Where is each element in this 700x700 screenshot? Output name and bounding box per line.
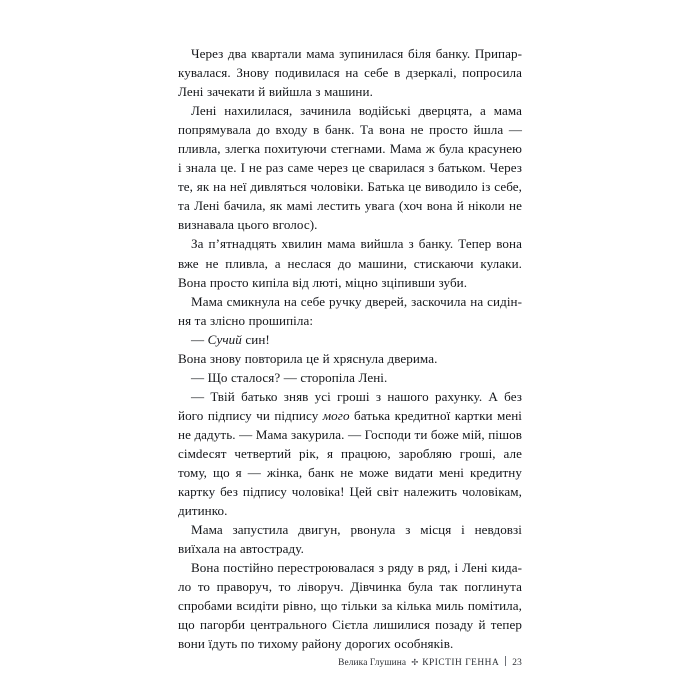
paragraph: — Що сталося? — сторопіла Лені. [191,369,388,385]
paragraph: Лені нахилилася, зачинила водійські дверцята, а мама попрямувала до входу в банк. Та вона не просто йшла — пливла, злегка похитуючи стегнами. Мама ж була красунею і знала це. І не раз саме через це сварилася з батьком. Через те, як на неї дивляться чоловіки. Батька це виводило із себе, та Лені бачила, як мамі лестить увага (хоч вона й ніколи не визнавала цього вголос). [178,103,522,233]
paragraph: — Твій батько зняв усі гроші з нашого рахунку. А без його підпису чи підпису мого батька кредитної картки мені не дадуть. — Мама закурила. — Господи ти боже мій, пішов сімdесят четвертий рік, я працюю, заробляю гроші, але тому, що я — жінка, банк не може видати мені кредитну картку без підпису чоловіка! Цей світ належить чоловікам, дитинко. [178,388,522,519]
footer-book-title: Велика Глушина [338,658,407,668]
fleuron-ornament-icon: ✢ [411,657,419,667]
paragraph: Мама смикнула на себе ручку дверей, заскочила на сидіння та злісно прошипіла: [178,293,522,328]
emphasis-text: Сучий [207,331,242,347]
paragraph: За п’ятнадцять хвилин мама вийшла з банку. Тепер вона вже не пливла, а неслася до машини, стискаючи кулаки. Вона просто кипіла від люті, міцно зціпивши зуби. [178,236,522,290]
footer-divider [505,656,506,666]
paragraph: Вона постійно перестроювалася з ряду в ряд, і Лені кидало то праворуч, то ліворуч. Дівчинка була так поглинута спробами всидіти рівно, що тільки за кілька миль помітила, що пагорби центрального Сієтла лишилися позаду й тепер вони їдуть по тихому району дорогих особняків. [178,560,522,652]
footer-author-name: КРІСТІН ГЕННА [422,658,500,668]
paragraph: Мама запустила двигун, рвонула з місця і невдовзі виїхала на автостраду. [178,522,522,557]
paragraph: — Сучий син! [191,331,270,347]
running-footer [178,655,522,670]
page-number: 23 [512,658,522,668]
body-text-block [178,44,522,654]
paragraph: Через два квартали мама зупинилася біля банку. Припаркувалася. Знову подивилася на себе в дзеркалі, попросила Лені зачекати й вийшла з машини. [178,46,522,100]
emphasis-text: мого [322,407,350,423]
paragraph: Вона знову повторила це й хряснула дверима. [178,350,438,366]
